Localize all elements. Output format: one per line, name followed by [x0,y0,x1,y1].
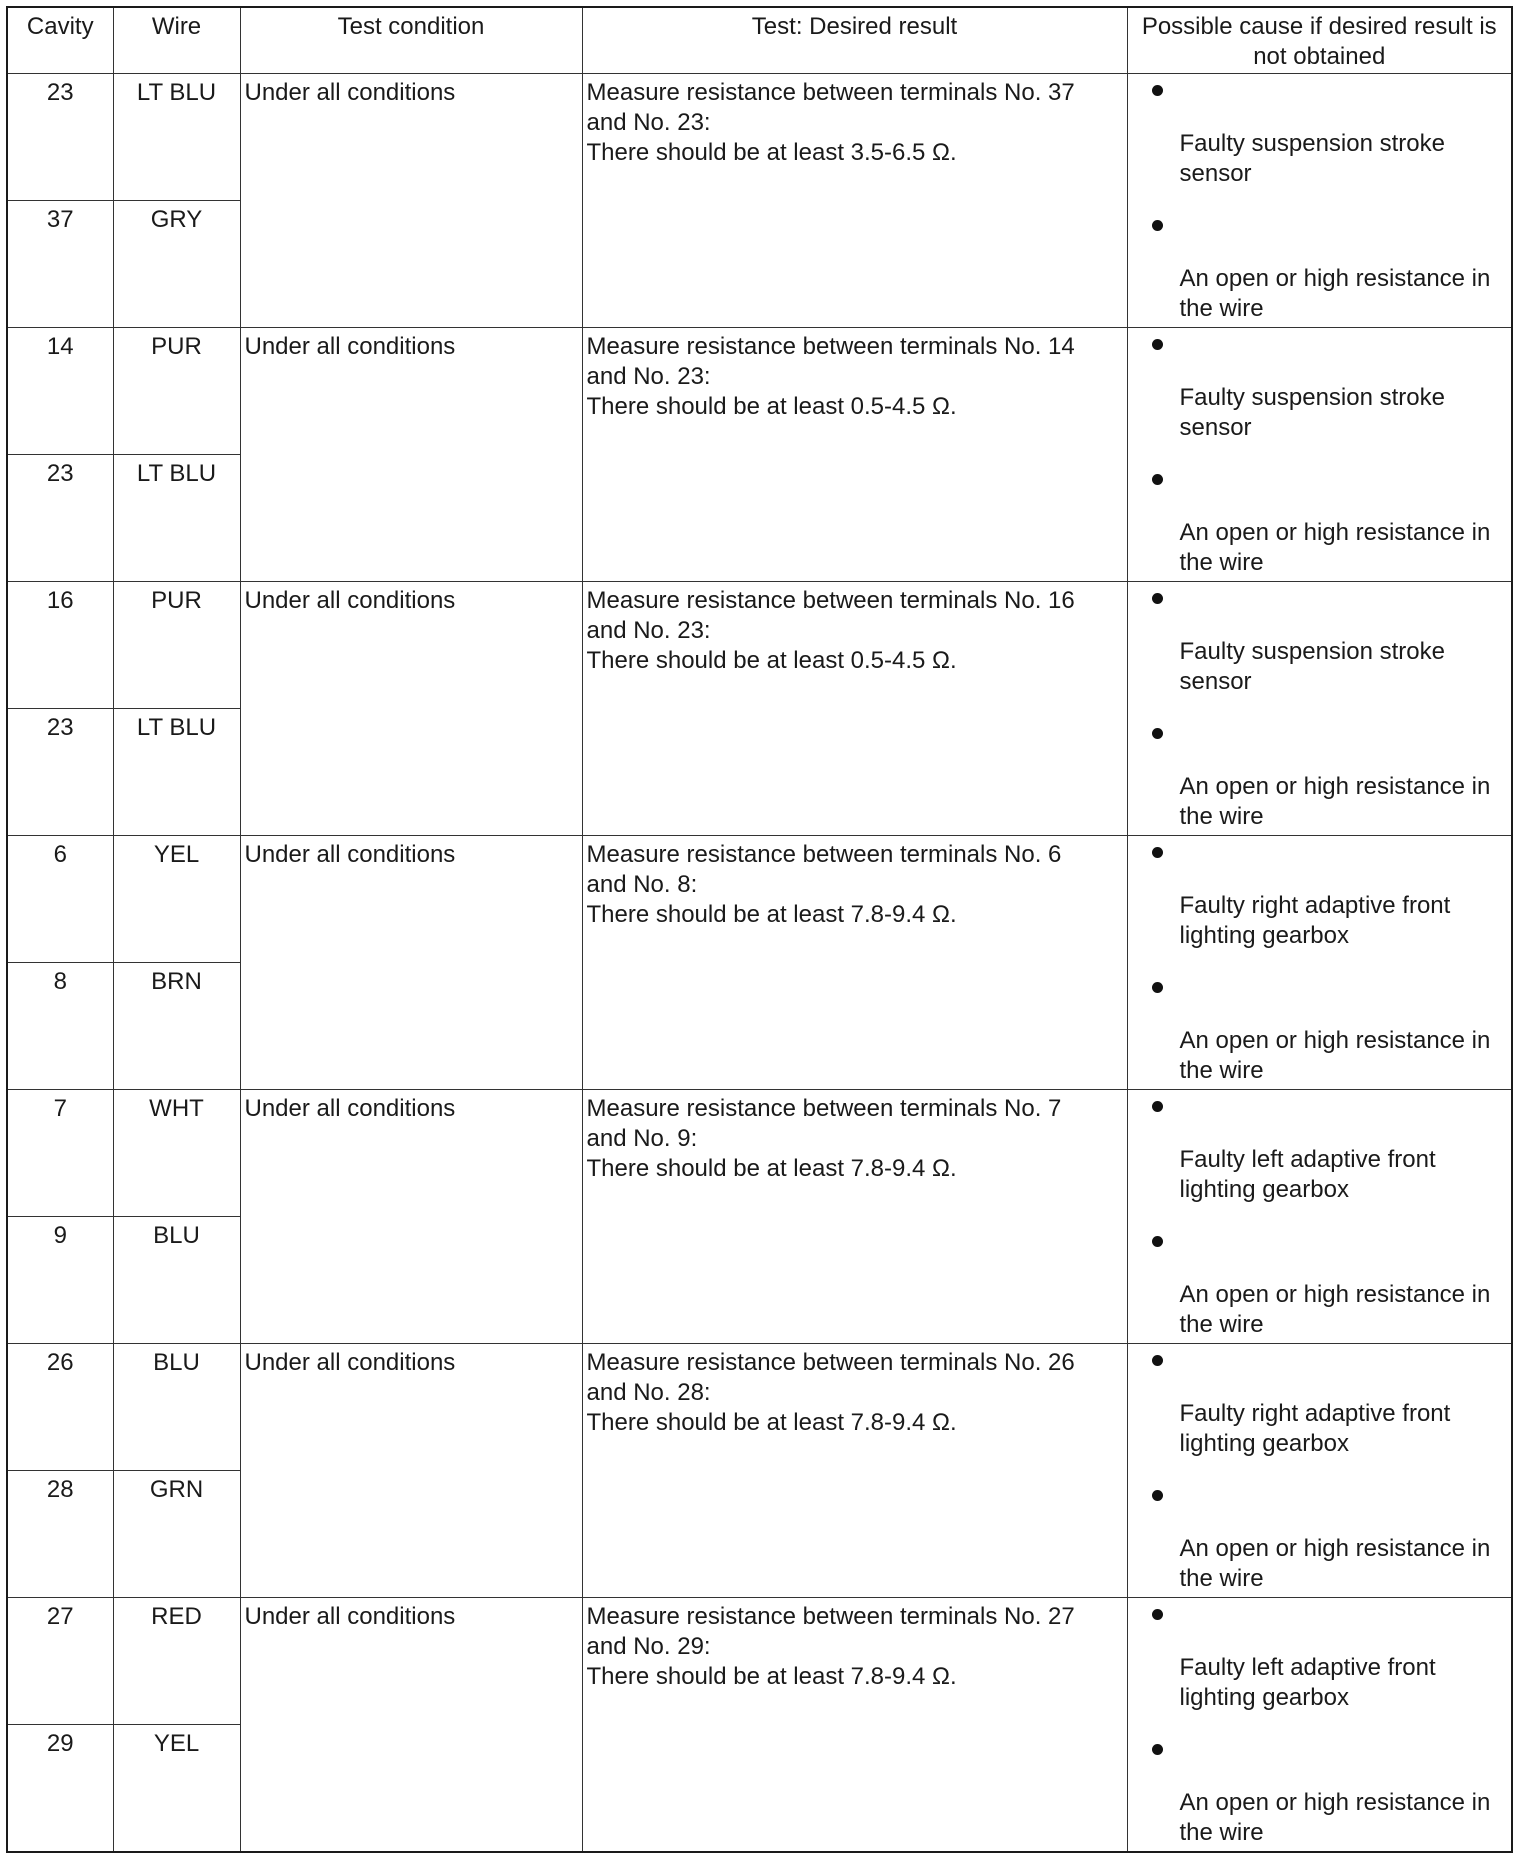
result-line: Measure resistance between terminals No. 7 [586,1094,1062,1122]
wire-cell: PUR [113,581,240,708]
result-line: Measure resistance between terminals No. 37 [586,78,1075,106]
header-wire: Wire [113,7,240,73]
result-line: Measure resistance between terminals No. 14 [586,332,1075,360]
desired-result-cell [582,1597,1127,1852]
bullet-icon [1152,1236,1163,1247]
wire-cell: BLU [113,1343,240,1470]
cause-item: Faulty right adaptive front lighting gearbox [1179,1399,1451,1457]
desired-result-cell [582,327,1127,581]
wire-cell: RED [113,1597,240,1724]
result-line: There should be at least 0.5-4.5 Ω. [586,392,957,420]
test-condition-cell: Under all conditions [240,1597,582,1852]
result-line: There should be at least 7.8-9.4 Ω. [586,1408,957,1436]
table-row [7,835,1512,962]
cavity-cell: 27 [7,1597,113,1724]
test-condition-cell: Under all conditions [240,327,582,581]
possible-cause-cell [1127,1089,1512,1343]
table-row [7,73,1512,200]
wire-cell: BRN [113,962,240,1089]
cavity-cell: 23 [7,708,113,835]
possible-cause-cell [1127,1343,1512,1597]
cavity-cell: 14 [7,327,113,454]
bullet-icon [1152,847,1163,858]
result-line: Measure resistance between terminals No. 16 [586,586,1075,614]
wire-cell: YEL [113,1724,240,1852]
desired-result-cell [582,835,1127,1089]
wire-cell: YEL [113,835,240,962]
test-condition-cell: Under all conditions [240,835,582,1089]
wire-cell: PUR [113,327,240,454]
cavity-cell: 37 [7,200,113,327]
wire-cell: WHT [113,1089,240,1216]
cause-item: An open or high resistance in the wire [1179,1026,1491,1084]
cavity-cell: 23 [7,454,113,581]
table-row [7,581,1512,708]
wire-cell: LT BLU [113,708,240,835]
result-line: Measure resistance between terminals No. 26 [586,1348,1075,1376]
bullet-icon [1152,1744,1163,1755]
desired-result-cell [582,73,1127,327]
header-desired-result: Test: Desired result [582,7,1127,73]
cavity-cell: 23 [7,73,113,200]
table-row [7,327,1512,454]
cavity-cell: 29 [7,1724,113,1852]
result-line: and No. 8: [586,870,698,898]
cause-item: An open or high resistance in the wire [1179,1788,1491,1846]
wire-cell: LT BLU [113,73,240,200]
cause-item: Faulty left adaptive front lighting gearbox [1179,1145,1436,1203]
result-line: and No. 29: [586,1632,711,1660]
bullet-icon [1152,339,1163,350]
cause-item: An open or high resistance in the wire [1179,1534,1491,1592]
table-row [7,1597,1512,1724]
cavity-cell: 8 [7,962,113,1089]
result-line: There should be at least 3.5-6.5 Ω. [586,138,957,166]
result-line: and No. 28: [586,1378,711,1406]
possible-cause-cell [1127,1597,1512,1852]
cause-item: Faulty suspension stroke sensor [1179,383,1445,441]
cause-item: An open or high resistance in the wire [1179,1280,1491,1338]
cavity-cell: 28 [7,1470,113,1597]
possible-cause-cell [1127,327,1512,581]
test-condition-cell: Under all conditions [240,1343,582,1597]
cavity-cell: 6 [7,835,113,962]
result-line: Measure resistance between terminals No. 27 [586,1602,1075,1630]
header-test-condition: Test condition [240,7,582,73]
table-row [7,1343,1512,1470]
bullet-icon [1152,220,1163,231]
result-line: and No. 23: [586,362,711,390]
cavity-cell: 9 [7,1216,113,1343]
diagnostic-table [6,6,1513,1853]
cavity-cell: 7 [7,1089,113,1216]
bullet-icon [1152,982,1163,993]
wire-cell: BLU [113,1216,240,1343]
result-line: and No. 9: [586,1124,698,1152]
bullet-icon [1152,474,1163,485]
test-condition-cell: Under all conditions [240,581,582,835]
cause-item: Faulty right adaptive front lighting gearbox [1179,891,1451,949]
wire-cell: LT BLU [113,454,240,581]
desired-result-cell [582,1089,1127,1343]
result-line: There should be at least 7.8-9.4 Ω. [586,1662,957,1690]
cause-item: An open or high resistance in the wire [1179,518,1491,576]
header-row [7,7,1512,73]
cause-item: An open or high resistance in the wire [1179,264,1491,322]
cause-item: Faulty left adaptive front lighting gearbox [1179,1653,1436,1711]
result-line: There should be at least 0.5-4.5 Ω. [586,646,957,674]
bullet-icon [1152,85,1163,96]
result-line: There should be at least 7.8-9.4 Ω. [586,1154,957,1182]
bullet-icon [1152,728,1163,739]
table-body [7,73,1512,1852]
wire-cell: GRY [113,200,240,327]
desired-result-cell [582,1343,1127,1597]
header-possible-cause: Possible cause if desired result is not obtained [1127,7,1512,73]
cavity-cell: 16 [7,581,113,708]
result-line: Measure resistance between terminals No. 6 [586,840,1062,868]
result-line: and No. 23: [586,108,711,136]
result-line: There should be at least 7.8-9.4 Ω. [586,900,957,928]
desired-result-cell [582,581,1127,835]
cause-item: Faulty suspension stroke sensor [1179,637,1445,695]
test-condition-cell: Under all conditions [240,73,582,327]
cause-item: Faulty suspension stroke sensor [1179,129,1445,187]
bullet-icon [1152,1609,1163,1620]
result-line: and No. 23: [586,616,711,644]
header-cavity: Cavity [7,7,113,73]
wire-cell: GRN [113,1470,240,1597]
cause-item: An open or high resistance in the wire [1179,772,1491,830]
bullet-icon [1152,593,1163,604]
bullet-icon [1152,1355,1163,1366]
possible-cause-cell [1127,73,1512,327]
test-condition-cell: Under all conditions [240,1089,582,1343]
bullet-icon [1152,1101,1163,1112]
possible-cause-cell [1127,835,1512,1089]
cavity-cell: 26 [7,1343,113,1470]
table-row [7,1089,1512,1216]
bullet-icon [1152,1490,1163,1501]
possible-cause-cell [1127,581,1512,835]
